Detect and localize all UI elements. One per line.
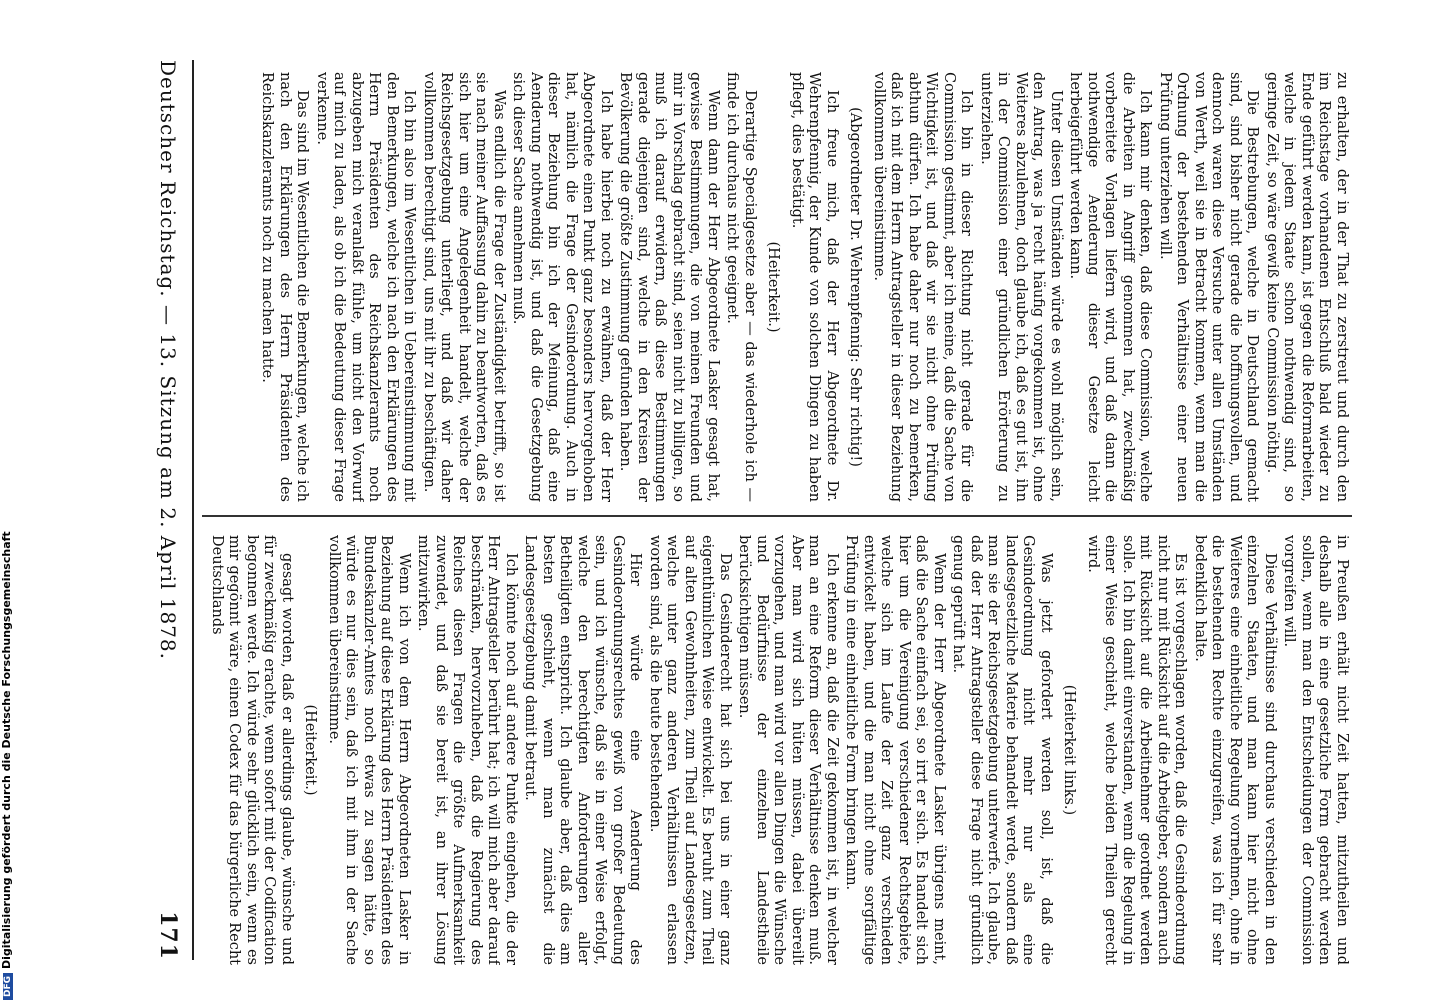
paragraph: Ich bin also im Wesentlichen in Uebereinstimmung mit den Bemerkungen, welche ich nach den Erklärungen des Herrn Präsidenten des Reichskanzleramts noch abzugeben mich veranlaßt fühle, um nicht den Vorwurf auf mich zu laden, als ob ich die Bedeutung dieser Frage verkenne. — [314, 72, 418, 502]
paragraph: Unter diesen Umständen würde es wohl möglich sein, den Antrag, was ja recht häufig vorgekommen ist, ohne Weiteres abzulehnen, doch glaube ich, daß es gut ist, ihn in der Commission einer gründlichen Erörterung zu unterziehen. — [978, 72, 1064, 502]
header-rule — [192, 60, 194, 960]
dfg-logo: DFG — [3, 973, 13, 1000]
page-header — [151, 60, 185, 960]
page-number: 171 — [155, 911, 181, 960]
paragraph: in Preußen erhält nicht Zeit hatten, mitzutheilen und deshalb alle in eine gesetzliche Form gebracht werden sollen, wenn man den Entscheidungen der Commission vorgreifen will. — [1281, 535, 1350, 965]
paragraph: Ich bin in dieser Richtung nicht gerade für die Commission gestimmt, aber ich meine, daß die Sache von Wichtigkeit ist, und daß wir sie nicht ohne Prüfung abthun dürfen. Ich habe daher nur noch zu bemerken, daß ich mit dem Herrn Antragsteller in dieser Beziehung vollkommen übereinstimme. — [871, 72, 975, 502]
digitization-credit — [0, 0, 18, 1000]
paragraph: Wenn dann der Herr Abgeordnete Lasker gesagt hat, gewisse Bestimmungen, die von meinen Freunden und mir in Vorschlag gebracht sind, seien nicht zu billigen, so muß ich darauf erwidern, daß diese Bestimmungen gerade diejenigen sind, welche in den Kreisen der Bevölkerung die größte Zustimmung gefunden haben. — [617, 72, 721, 502]
digitization-note: Digitalisierung gefördert durch die Deutsche Forschungsgemeinschaft — [0, 531, 13, 969]
running-title: Deutscher Reichstag. — 13. Sitzung am 2. April 1878. — [156, 60, 180, 661]
paragraph: (Heiterkeit links.) — [1061, 684, 1078, 816]
paragraph: Ich erkenne an, daß die Zeit gekommen ist, in welcher man an eine Reform dieser Verhältnisse denken muß. Aber man wird sich hüten müssen, dabei übereilt vorzugehen, und man wird vor allen Dingen die Wünsche und Bedürfnisse der einzelnen Landestheile berücksichtigen müssen. — [736, 535, 840, 965]
paragraph: gesagt worden, daß er allerdings glaube, wünsche und für zweckmäßig erachte, wenn sofort mit der Codification begonnen werde. Ich würde sehr glücklich sein, wenn es mir gegönnt wäre, einen Codex für das bürgerliche Recht Deutschlands — [209, 535, 295, 965]
paragraph: zu erhalten, der in der That zu zerstreut und durch den im Reichstage vorhandenen Entschluß bald wieder zu Ende geführt werden kann, ist gegen die Reformarbeiten, welche in jedem Staate schon nothwendig sind, so geringe Zeit, so wäre gewiß keine Commission nöthig. — [1264, 72, 1350, 502]
paragraph: Was jetzt gefordert werden soll, ist, daß die Gesindeordnung nicht mehr nur als eine landesgesetzliche Materie behandelt werde, sondern daß man sie der Reichsgesetzgebung unterwerfe. Ich glaube, daß der Herr Antragsteller diese Frage nicht gründlich genug geprüft hat. — [950, 535, 1054, 965]
paragraph: Wenn ich von dem Herrn Abgeordneten Lasker in Beziehung auf diese Erklärung des Herrn Präsidenten des Bundeskanzler-Amtes noch etwas zu sagen hätte, so würde es nur dies sein, daß ich mit ihm in der Sache vollkommen übereinstimme. — [326, 535, 412, 965]
paragraph: (Heiterkeit.) — [302, 704, 319, 796]
paragraph: Ich freue mich, daß der Herr Abgeordnete Dr. Wehrenpfennig, der Kunde von solchen Dingen zu haben pflegt, dies bestätigt. — [789, 72, 840, 502]
paragraph: Es ist vorgeschlagen worden, daß die Gesindeordnung nicht nur mit Rücksicht auf die Arbeitgeber, sondern auch mit Rücksicht auf die Arbeitnehmer geordnet werden solle. Ich bin damit einverstanden, wenn die Regelung in einer Weise geschieht, welche beiden Theilen gerecht wird. — [1085, 535, 1189, 965]
paragraph: (Abgeordneter Dr. Wehrenpfennig: Sehr richtig!) — [847, 107, 864, 467]
paragraph: Hier würde eine Aenderung des Gesindeordnungsrechtes gewiß von großer Bedeutung sein, und ich wünsche, daß sie in einer Weise erfolgt, welche den berechtigten Anforderungen aller Betheiligten entspricht. Ich glaube aber, daß dies am besten geschieht, wenn man zunächst die Landesgesetzgebung damit betraut. — [522, 535, 644, 965]
paragraph: Ich könnte noch auf andere Punkte eingehen, die der Herr Antragsteller berührt hat; ich will mich aber darauf beschränken, hervorzuheben, daß die Regierung des Reiches diesen Fragen die größte Aufmerksamkeit zuwendet, und daß sie bereit ist, an ihrer Lösung mitzuwirken. — [415, 535, 519, 965]
left-column — [200, 72, 1350, 502]
right-column — [200, 535, 1350, 965]
paragraph: (Heiterkeit.) — [765, 241, 782, 333]
paragraph: Ich habe hierbei noch zu erwähnen, daß der Herr Abgeordnete einen Punkt ganz besonders hervorgehoben hat, nämlich die Frage der Gesindeordnung. Auch in dieser Beziehung bin ich der Meinung, daß eine Aenderung nothwendig ist, und daß die Gesetzgebung sich dieser Sache annehmen muß. — [510, 72, 614, 502]
paragraph: Derartige Specialgesetze aber — das wiederhole ich — finde ich durchaus nicht geeignet. — [724, 72, 758, 502]
paragraph: Diese Verhältnisse sind durchaus verschieden in den einzelnen Staaten, und man kann hier nicht ohne Weiteres eine einheitliche Regelung vornehmen, ohne in die bestehenden Rechte einzugreifen, was ich für sehr bedenklich halte. — [1192, 535, 1278, 965]
paragraph: Ich kann mir denken, daß diese Commission, welche die Arbeiten in Angriff genommen hat, zweckmäßig vorbereitete Vorlagen liefern wird, und daß dann die nothwendige Aenderung dieser Gesetze leicht herbeigeführt werden kann. — [1067, 72, 1154, 502]
paragraph: Was endlich die Frage der Zuständigkeit betrifft, so ist sie nach meiner Auffassung dahin zu beantworten, daß es sich hier um eine Angelegenheit handelt, welche der Reichsgesetzgebung unterliegt, und daß wir daher vollkommen berechtigt sind, uns mit ihr zu beschäftigen. — [421, 72, 507, 502]
paragraph: Die Bestrebungen, welche in Deutschland gemacht sind, sind bisher nicht gerade die hoffnungsvollen, und dennoch waren diese Versuche unter allen Umständen von Werth, weil sie in Betracht kommen, wenn man die Ordnung der bestehenden Verhältnisse einer neuen Prüfung unterziehen will. — [1157, 72, 1261, 502]
paragraph: Das sind im Wesentlichen die Bemerkungen, welche ich nach den Erklärungen des Herrn Präsidenten des Reichskanzleramts noch zu machen hatte. — [259, 72, 311, 502]
paragraph: Das Gesinderecht hat sich bei uns in einer ganz eigenthümlichen Weise entwickelt. Es beruht zum Theil auf alten Gewohnheiten, zum Theil auf Landesgesetzen, welche unter ganz anderen Verhältnissen erlassen worden sind, als die heute bestehenden. — [647, 535, 733, 965]
column-divider — [202, 515, 1352, 517]
paragraph: Wenn der Herr Abgeordnete Lasker übrigens meint, daß die Sache einfach sei, so irrt er sich. Es handelt sich hier um die Vereinigung verschiedener Rechtsgebiete, welche sich im Laufe der Zeit ganz verschieden entwickelt haben, und die man nicht ohne sorgfältige Prüfung in eine einheitliche Form bringen kann. — [843, 535, 947, 965]
